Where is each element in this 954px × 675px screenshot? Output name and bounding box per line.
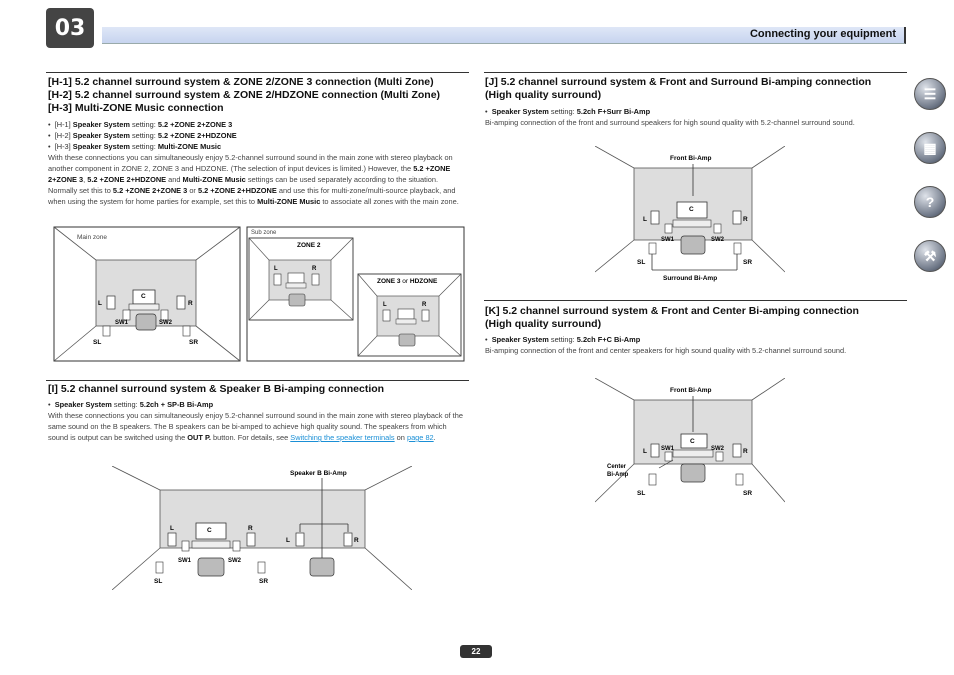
page-section-title: Connecting your equipment [749, 28, 896, 40]
bullet-j: • Speaker System setting: 5.2ch F+Surr Bi-Amp [485, 107, 651, 116]
svg-text:R: R [422, 302, 427, 308]
svg-text:Sub zone: Sub zone [251, 230, 277, 236]
svg-text:ZONE 2: ZONE 2 [297, 242, 321, 249]
listener-seat-icon [136, 314, 156, 330]
svg-text:SL: SL [154, 578, 163, 585]
svg-text:R: R [248, 525, 253, 532]
main-zone-label: Main zone [77, 234, 107, 241]
page-number: 22 [460, 645, 492, 658]
section-i-title: [I] 5.2 channel surround system & Speaker B Bi-amping connection [48, 383, 385, 395]
svg-text:L: L [170, 525, 174, 532]
svg-text:R: R [743, 216, 748, 223]
svg-text:SR: SR [259, 578, 269, 585]
section-h-paragraph: With these connections you can simultaneously enjoy 5.2-channel surround sound in the main zone with stereo playback on another component in ZONE 2, ZONE 3 and HDZONE. (The selection of input devices is limited.) However, the 5.2 +ZONE 2+ZONE 3, 5.2 +ZONE 2+HDZONE and Multi-ZONE Music settings can be used separately according to the situation. Normally set this to 5.2 +ZONE 2+ZONE 3 or 5.2 +ZONE 2+HDZONE and use this for multi-zone/multi-source playback, and when using the system for home parties for example, set this to Multi-ZONE Music to associate all zones with the main zone. [48, 153, 459, 206]
svg-text:C: C [689, 206, 694, 213]
remote-icon[interactable]: ▦ [914, 132, 946, 164]
bullet-i: • Speaker System setting: 5.2ch + SP-B Bi-Amp [48, 400, 214, 409]
svg-text:SL: SL [637, 259, 646, 266]
help-icon[interactable]: ? [914, 186, 946, 218]
tools-icon[interactable]: ⚒ [914, 240, 946, 272]
svg-text:Surround Bi-Amp: Surround Bi-Amp [663, 275, 718, 282]
diagram-front-surround-biamp [595, 146, 785, 282]
svg-text:L: L [383, 302, 387, 308]
svg-text:L: L [98, 300, 102, 307]
diagram-front-center-biamp [595, 378, 785, 504]
svg-text:L: L [286, 537, 290, 544]
section-k-title-1: [K] 5.2 channel surround system & Front and Center Bi-amping connection [485, 305, 859, 317]
section-i-paragraph: With these connections you can simultaneously enjoy 5.2-channel surround sound in the main zone with stereo playback of the same sound on the B speakers. The B speakers can be bi-amped to achieve high quality sound. The speakers from which sound is output can be switched using the OUT P. button. For details, see Switching the speaker terminals on page 82. [48, 411, 463, 442]
svg-text:SW2: SW2 [711, 237, 725, 243]
link-page-82[interactable]: page 82 [406, 433, 434, 442]
section-j-paragraph: Bi-amping connection of the front and surround speakers for high sound quality with 5.2-channel surround sound. [485, 118, 855, 127]
bullet-h2: • [H-2] Speaker System setting: 5.2 +ZONE 2+HDZONE [48, 131, 237, 140]
section-h-title-1: [H-1] 5.2 channel surround system & ZONE 2/ZONE 3 connection (Multi Zone) [48, 76, 434, 88]
section-rule [46, 380, 469, 381]
diagram-multizone [53, 226, 467, 362]
section-rule [484, 72, 907, 73]
book-icon[interactable]: ☰ [914, 78, 946, 110]
svg-text:R: R [354, 537, 359, 544]
svg-text:R: R [188, 300, 193, 307]
section-rule [484, 300, 907, 301]
sw2-icon [161, 310, 168, 320]
svg-text:R: R [743, 448, 748, 455]
chapter-badge: 03 [46, 8, 94, 48]
section-h-title-3: [H-3] Multi-ZONE Music connection [48, 102, 224, 114]
svg-text:Bi-Amp: Bi-Amp [607, 472, 629, 478]
svg-text:SW1: SW1 [661, 446, 675, 452]
svg-text:ZONE 3 or HDZONE: ZONE 3 or HDZONE [377, 278, 438, 285]
link-switching-speaker-terminals[interactable]: Switching the speaker terminals [290, 433, 395, 442]
svg-text:SW1: SW1 [115, 320, 129, 326]
svg-text:Speaker B Bi-Amp: Speaker B Bi-Amp [290, 470, 347, 477]
svg-text:SL: SL [637, 490, 646, 497]
svg-text:SW1: SW1 [178, 558, 192, 564]
svg-text:SR: SR [743, 490, 753, 497]
sw1-icon [123, 310, 130, 320]
svg-text:SW2: SW2 [228, 558, 242, 564]
svg-text:C: C [690, 438, 695, 445]
section-rule [46, 72, 469, 73]
svg-text:Center: Center [607, 464, 627, 470]
section-k-paragraph: Bi-amping connection of the front and center speakers for high sound quality with 5.2-channel surround sound. [485, 346, 847, 355]
svg-text:L: L [643, 216, 647, 223]
bullet-k: • Speaker System setting: 5.2ch F+C Bi-Amp [485, 335, 641, 344]
svg-text:L: L [643, 448, 647, 455]
section-j-title-2: (High quality surround) [485, 89, 602, 101]
speaker-SL-icon [103, 326, 110, 336]
svg-text:SW2: SW2 [159, 320, 173, 326]
svg-text:SR: SR [189, 339, 199, 346]
speaker-R-icon [177, 296, 185, 309]
svg-text:SL: SL [93, 339, 102, 346]
svg-text:R: R [312, 266, 317, 272]
svg-text:C: C [141, 293, 146, 300]
speaker-SR-icon [183, 326, 190, 336]
diagram-speaker-b-biamp [112, 466, 412, 590]
center-speaker-icon [129, 304, 159, 310]
section-h-title-2: [H-2] 5.2 channel surround system & ZONE 2/HDZONE connection (Multi Zone) [48, 89, 441, 101]
svg-text:Front Bi-Amp: Front Bi-Amp [670, 387, 712, 394]
svg-text:SW1: SW1 [661, 237, 675, 243]
svg-text:SW2: SW2 [711, 446, 725, 452]
speaker-L-icon [107, 296, 115, 309]
svg-text:Front Bi-Amp: Front Bi-Amp [670, 155, 712, 162]
section-k-title-2: (High quality surround) [485, 318, 602, 330]
header-bar [102, 27, 906, 44]
svg-text:C: C [207, 527, 212, 534]
svg-text:L: L [274, 266, 278, 272]
bullet-h1: • [H-1] Speaker System setting: 5.2 +ZONE 2+ZONE 3 [48, 120, 233, 129]
section-j-title-1: [J] 5.2 channel surround system & Front and Surround Bi-amping connection [485, 76, 872, 88]
bullet-h3: • [H-3] Speaker System setting: Multi-ZONE Music [48, 142, 222, 151]
svg-text:SR: SR [743, 259, 753, 266]
